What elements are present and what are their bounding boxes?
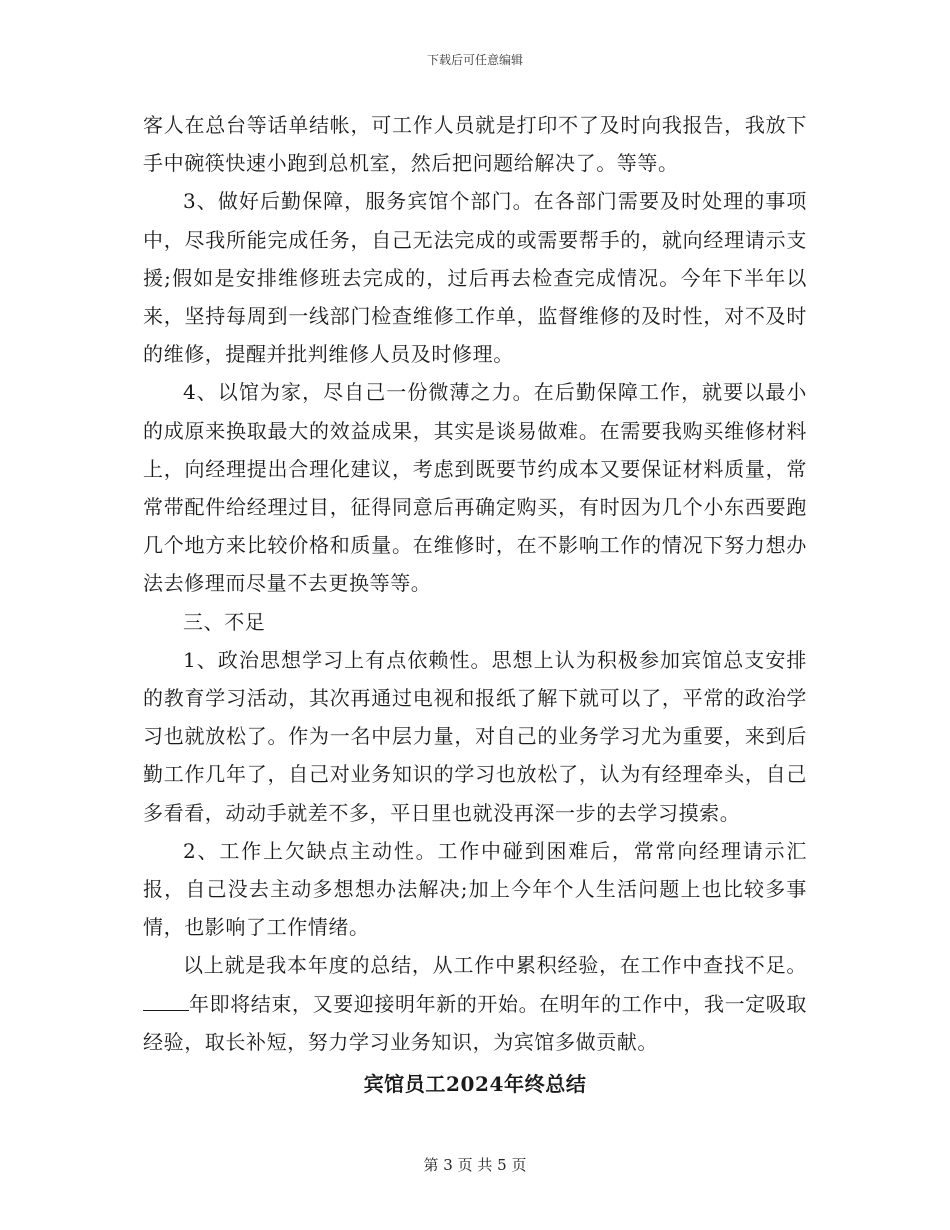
fill-in-blank — [143, 994, 189, 1011]
section-heading-shortcomings: 三、不足 — [183, 609, 266, 634]
paragraph-continuation: 客人在总台等话单结帐，可工作人员就是打印不了及时向我报告，我放下手中碗筷快速小跑到总机室，然后把问题给解决了。等等。 — [143, 113, 807, 176]
conclusion-text-before-blank: 以上就是我本年度的总结，从工作中累积经验，在工作中查找不足。 — [183, 953, 807, 978]
document-body — [143, 106, 807, 1103]
paragraph-shortcoming-2: 2、工作上欠缺点主动性。工作中碰到困难后，常常向经理请示汇报，自己没去主动多想想办法解决;加上今年个人生活问题上也比较多事情，也影响了工作情绪。 — [143, 838, 807, 940]
paragraph-item-3: 3、做好后勤保障，服务宾馆个部门。在各部门需要及时处理的事项中，尽我所能完成任务，自己无法完成的或需要帮手的，就向经理请示支援;假如是安排维修班去完成的，过后再去检查完成情况。今年下半年以来，坚持每周到一线部门检查维修工作单，监督维修的及时性，对不及时的维修，提醒并批判维修人员及时修理。 — [143, 189, 807, 367]
paragraph-conclusion — [143, 946, 807, 1061]
paragraph-item-4: 4、以馆为家，尽自己一份微薄之力。在后勤保障工作，就要以最小的成原来换取最大的效益成果，其实是谈易做难。在需要我购买维修材料上，向经理提出合理化建议，考虑到既要节约成本又要保证材料质量，常常带配件给经理过目，征得同意后再确定购买，有时因为几个小东西要跑几个地方来比较价格和质量。在维修时，在不影响工作的情况下努力想办法去修理而尽量不去更换等等。 — [143, 380, 807, 596]
page-number-footer: 第 3 页 共 5 页 — [423, 1156, 527, 1174]
conclusion-text-after-blank: 年即将结束，又要迎接明年新的开始。在明年的工作中，我一定吸取经验，取长补短，努力学习业务知识，为宾馆多做贡献。 — [143, 991, 807, 1054]
document-title: 宾馆员工2024年终总结 — [363, 1072, 587, 1097]
paragraph-shortcoming-1: 1、政治思想学习上有点依赖性。思想上认为积极参加宾馆总支安排的教育学习活动，其次再通过电视和报纸了解下就可以了，平常的政治学习也就放松了。作为一名中层力量，对自己的业务学习尤为重要，来到后勤工作几年了，自己对业务知识的学习也放松了，认为有经理牵头，自己多看看，动动手就差不多，平日里也就没再深一步的去学习摸索。 — [143, 647, 807, 825]
page-header-note: 下载后可任意编辑 — [426, 53, 523, 67]
